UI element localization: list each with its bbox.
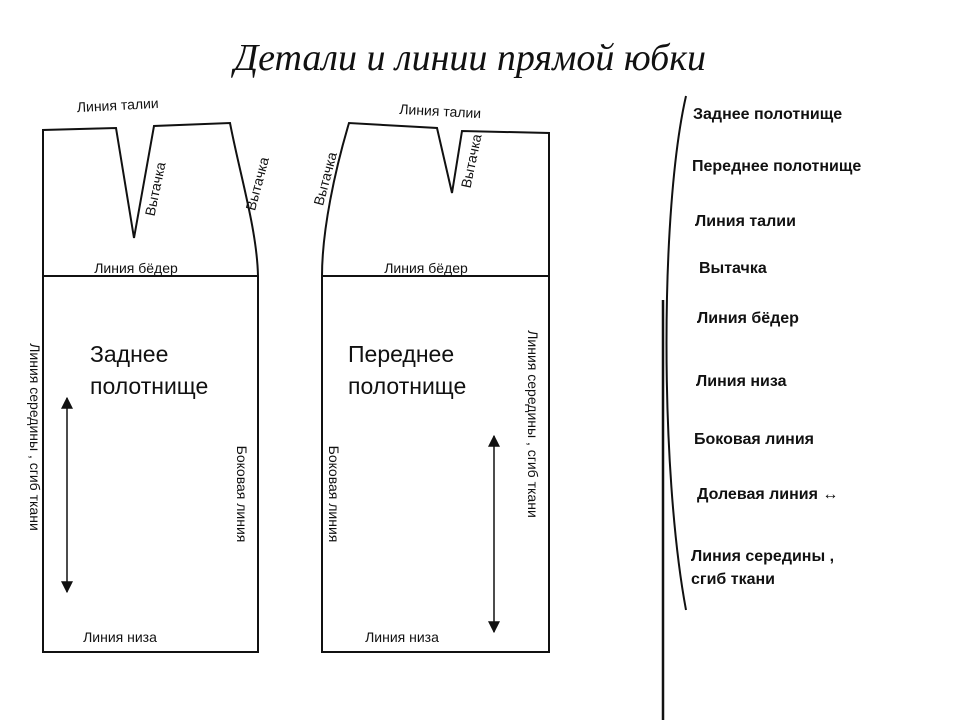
legend [663, 96, 861, 720]
back-hem-label: Линия низа [83, 629, 157, 645]
diagram-title: Детали и линии прямой юбки [233, 37, 707, 79]
legend-item: Линия талии [695, 213, 796, 230]
front-side-label: Боковая линия [326, 445, 342, 543]
front-panel-name-line2: полотнище [348, 373, 467, 399]
front-dart1-label: Вытачка [310, 150, 340, 208]
back-waist-label: Линия талии [76, 94, 160, 116]
back-hip-label: Линия бёдер [94, 260, 178, 276]
front-panel-name: Переднее [348, 341, 455, 367]
back-side-label: Боковая линия [234, 445, 250, 543]
legend-item: Переднее полотнище [692, 158, 862, 175]
back-dart1-label: Вытачка [141, 160, 169, 218]
front-waist-label: Линия талии [398, 100, 482, 122]
legend-item: Линия бёдер [697, 310, 799, 327]
legend-item: Долевая линия ↔ [697, 486, 839, 503]
legend-item: Линия середины , [691, 548, 835, 565]
back-panel [27, 95, 272, 652]
front-center-label: Линия середины , сгиб ткани [525, 330, 541, 518]
front-dart2-label: Вытачка [457, 132, 485, 190]
legend-item: Боковая линия [694, 431, 814, 448]
legend-item: Заднее полотнище [693, 106, 843, 123]
legend-item: Линия низа [696, 373, 787, 390]
front-hip-label: Линия бёдер [384, 260, 468, 276]
back-dart2-label: Вытачка [242, 155, 272, 213]
back-panel-name-line2: полотнище [90, 373, 209, 399]
front-panel [310, 101, 549, 652]
back-center-label: Линия середины , сгиб ткани [27, 343, 43, 531]
legend-item: Вытачка [699, 260, 767, 277]
front-hem-label: Линия низа [365, 629, 439, 645]
legend-curve [667, 96, 687, 610]
legend-item: сгиб ткани [691, 571, 775, 588]
back-panel-name: Заднее [90, 341, 169, 367]
